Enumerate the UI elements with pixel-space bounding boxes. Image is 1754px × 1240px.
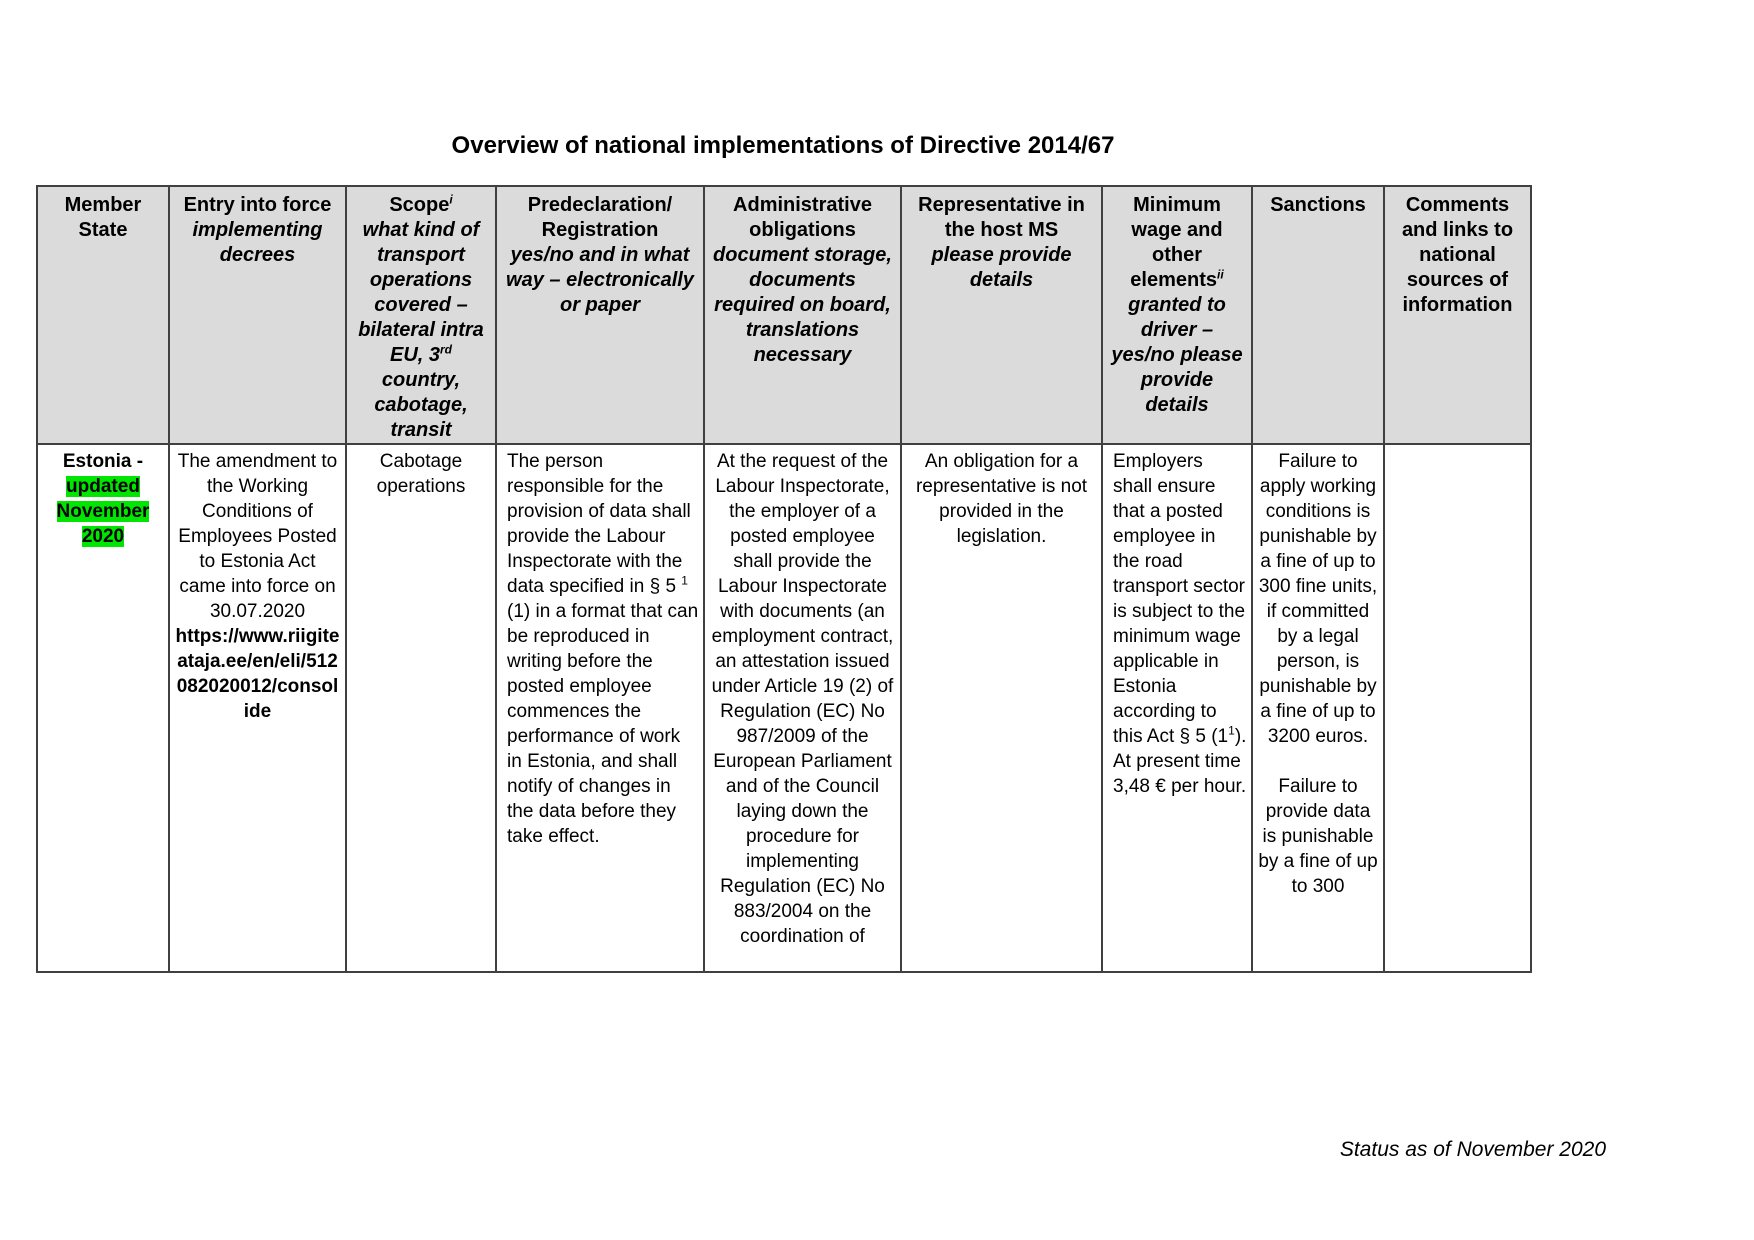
minimum-wage-text-2: ). At present time 3,48 € per hour.	[1113, 726, 1247, 797]
cell-representative	[901, 444, 1102, 972]
col-label-admin-obligations: Administrative obligations	[733, 194, 872, 241]
col-sublabel-minimum-wage: granted to driver – yes/no please provide details	[1111, 294, 1243, 416]
cell-member-state	[37, 444, 169, 972]
entry-into-force-content	[175, 449, 340, 971]
col-header-scope	[346, 186, 496, 444]
col-header-minimum-wage	[1102, 186, 1252, 444]
cell-entry-into-force	[169, 444, 346, 972]
col-header-sanctions	[1252, 186, 1384, 444]
member-state-update-highlight: updated November 2020	[56, 476, 150, 547]
entry-into-force-link[interactable]: https://www.riigiteataja.ee/en/eli/512082020012/consolide	[175, 626, 340, 722]
col-header-member-state	[37, 186, 169, 444]
col-sublabel-predeclaration: yes/no and in what way – electronically or paper	[506, 244, 694, 316]
col-sublabel-representative: please provide details	[931, 244, 1072, 291]
entry-into-force-text: The amendment to the Working Conditions of Employees Posted to Estonia Act came into force on 30.07.2020	[177, 451, 338, 622]
col-sublabel-entry-into-force: implementing decrees	[192, 219, 323, 266]
ordinal-sup: rd	[440, 342, 453, 357]
col-header-comments	[1384, 186, 1531, 444]
table-row-estonia	[37, 444, 1531, 972]
col-label-scope	[351, 193, 491, 218]
minimum-wage-text: Employers shall ensure that a posted employee in the road transport sector is subject to the minimum wage applicable in Estonia according to this Act § 5 (1	[1113, 451, 1246, 747]
member-state-name: Estonia -	[62, 451, 144, 472]
comments-content	[1390, 449, 1525, 971]
footnote-ref-i: i	[449, 192, 453, 207]
header-row	[37, 186, 1531, 444]
col-label-member-state: Member State	[64, 194, 142, 241]
sanctions-content	[1258, 449, 1378, 971]
member-state-content	[43, 449, 163, 971]
col-header-representative	[901, 186, 1102, 444]
col-sublabel-scope	[351, 218, 491, 443]
col-sublabel-admin-obligations: document storage, documents required on board, translations necessary	[713, 244, 892, 366]
cell-predeclaration	[496, 444, 704, 972]
predeclaration-content	[507, 449, 699, 971]
representative-content: An obligation for a representative is not provided in the legislation.	[915, 451, 1088, 547]
col-label-predeclaration: Predeclaration/ Registration	[527, 194, 673, 241]
document-title: Overview of national implementations of Directive 2014/67	[451, 132, 1115, 159]
status-note: Status as of November 2020	[1339, 1138, 1606, 1161]
col-label-entry-into-force: Entry into force	[183, 194, 332, 216]
col-header-admin-obligations	[704, 186, 901, 444]
implementation-table	[36, 185, 1532, 973]
col-label-representative: Representative in the host MS	[918, 194, 1085, 241]
col-label-comments: Comments and links to national sources of information	[1401, 194, 1514, 316]
scope-content: Cabotage operations	[376, 451, 466, 497]
minimum-wage-label-text: Minimum wage and other elements	[1130, 194, 1223, 291]
scope-sub-text-2: country, cabotage, transit	[374, 369, 468, 441]
sanctions-paragraph-1: Failure to apply working conditions is punishable by a fine of up to 300 fine units, if committed by a legal person, is punishable by a fine of up to 3200 euros.	[1258, 451, 1378, 747]
predeclaration-text-2: (1) in a format that can be reproduced in writing before the posted employee commences the performance of work in Estonia, and shall notify of changes in the data before they take effect.	[507, 601, 699, 847]
admin-obligations-content: At the request of the Labour Inspectorate, the employer of a posted employee shall provide the Labour Inspectorate with documents (an employment contract, an attestation issued under Article 19 (2) of Regulation (EC) No 987/2009 of the European Parliament and of the Council laying down the procedure for implementing Regulation (EC) No 883/2004 on the coordination of	[711, 451, 894, 947]
col-label-sanctions: Sanctions	[1270, 194, 1366, 216]
col-header-predeclaration	[496, 186, 704, 444]
predeclaration-text: The person responsible for the provision of data shall provide the Labour Inspectorate with the data specified in § 5	[507, 451, 691, 597]
cell-admin-obligations	[704, 444, 901, 972]
col-label-minimum-wage	[1107, 193, 1247, 293]
cell-minimum-wage	[1102, 444, 1252, 972]
cell-sanctions	[1252, 444, 1384, 972]
scope-label-text: Scope	[389, 194, 450, 216]
footnote-ref-ii: ii	[1217, 267, 1224, 282]
sanctions-paragraph-2: Failure to provide data is punishable by a fine of up to 300	[1258, 776, 1378, 897]
section-sup: 1	[681, 573, 688, 588]
col-header-entry-into-force	[169, 186, 346, 444]
cell-comments	[1384, 444, 1531, 972]
cell-scope	[346, 444, 496, 972]
minimum-wage-content	[1113, 449, 1247, 971]
paragraph-sup: 1	[1228, 723, 1235, 738]
scope-sub-text: what kind of transport operations covered – bilateral intra EU, 3	[358, 219, 484, 366]
